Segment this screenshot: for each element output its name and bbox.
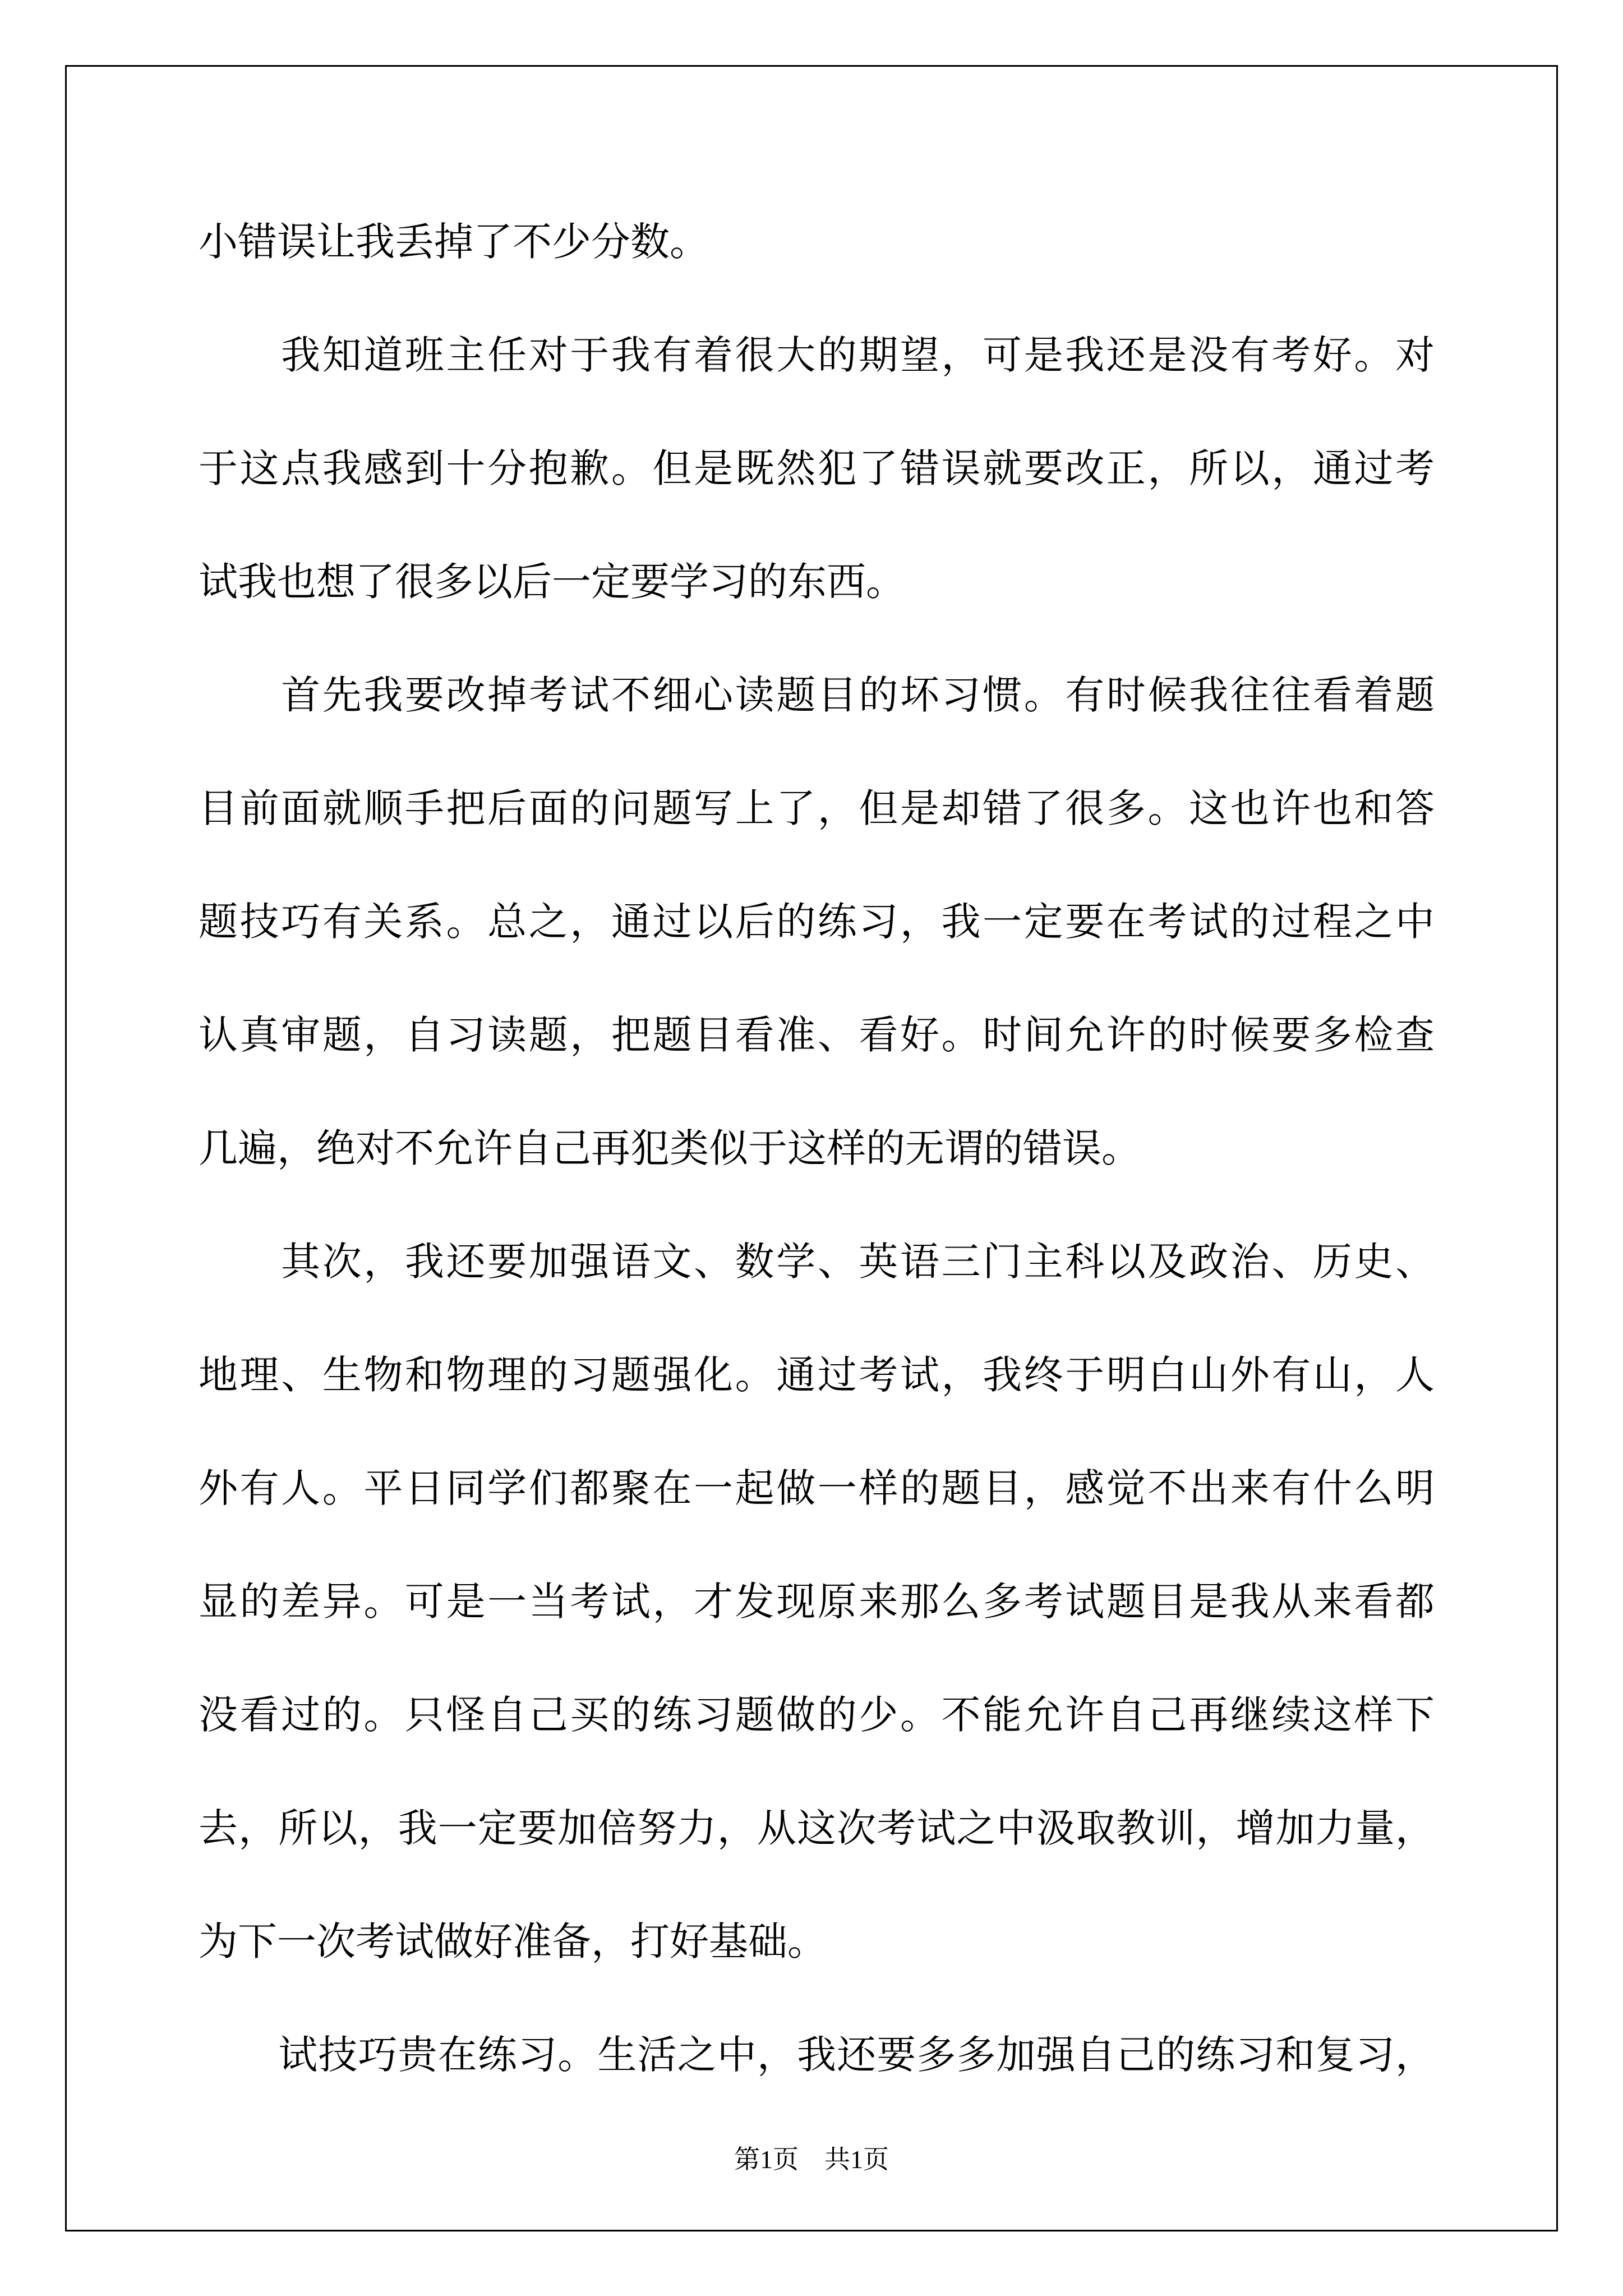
text-line: 试我也想了很多以后一定要学习的东西。 <box>199 559 905 605</box>
page-number-footer: 第1页 共1页 <box>734 2145 889 2174</box>
text-line: 去，所以，我一定要加倍努力，从这次考试之中汲取教训，增加力量， <box>199 1805 1435 1851</box>
text-line: 我知道班主任对于我有着很大的期望，可是我还是没有考好。对 <box>199 332 1435 378</box>
text-line: 小错误让我丢掉了不少分数。 <box>199 219 709 265</box>
text-line: 题技巧有关系。总之，通过以后的练习，我一定要在考试的过程之中 <box>199 899 1435 945</box>
text-line: 首先我要改掉考试不细心读题目的坏习惯。有时候我往往看着题 <box>199 672 1435 718</box>
text-line: 地理、生物和物理的习题强化。通过考试，我终于明白山外有山，人 <box>199 1352 1435 1398</box>
text-line: 没看过的。只怪自己买的练习题做的少。不能允许自己再继续这样下 <box>199 1692 1435 1738</box>
text-line: 其次，我还要加强语文、数学、英语三门主科以及政治、历史、 <box>199 1239 1435 1285</box>
text-line: 为下一次考试做好准备，打好基础。 <box>199 1918 827 1964</box>
text-line: 认真审题，自习读题，把题目看准、看好。时间允许的时候要多检查 <box>199 1012 1435 1058</box>
text-line: 显的差异。可是一当考试，才发现原来那么多考试题目是我从来看都 <box>199 1579 1435 1625</box>
text-line: 试技巧贵在练习。生活之中，我还要多多加强自己的练习和复习， <box>199 2032 1435 2078</box>
text-line: 几遍，绝对不允许自己再犯类似于这样的无谓的错误。 <box>199 1125 1141 1171</box>
text-line: 于这点我感到十分抱歉。但是既然犯了错误就要改正，所以，通过考 <box>199 445 1435 491</box>
text-line: 目前面就顺手把后面的问题写上了，但是却错了很多。这也许也和答 <box>199 785 1435 831</box>
text-line: 外有人。平日同学们都聚在一起做一样的题目，感觉不出来有什么明 <box>199 1465 1435 1511</box>
